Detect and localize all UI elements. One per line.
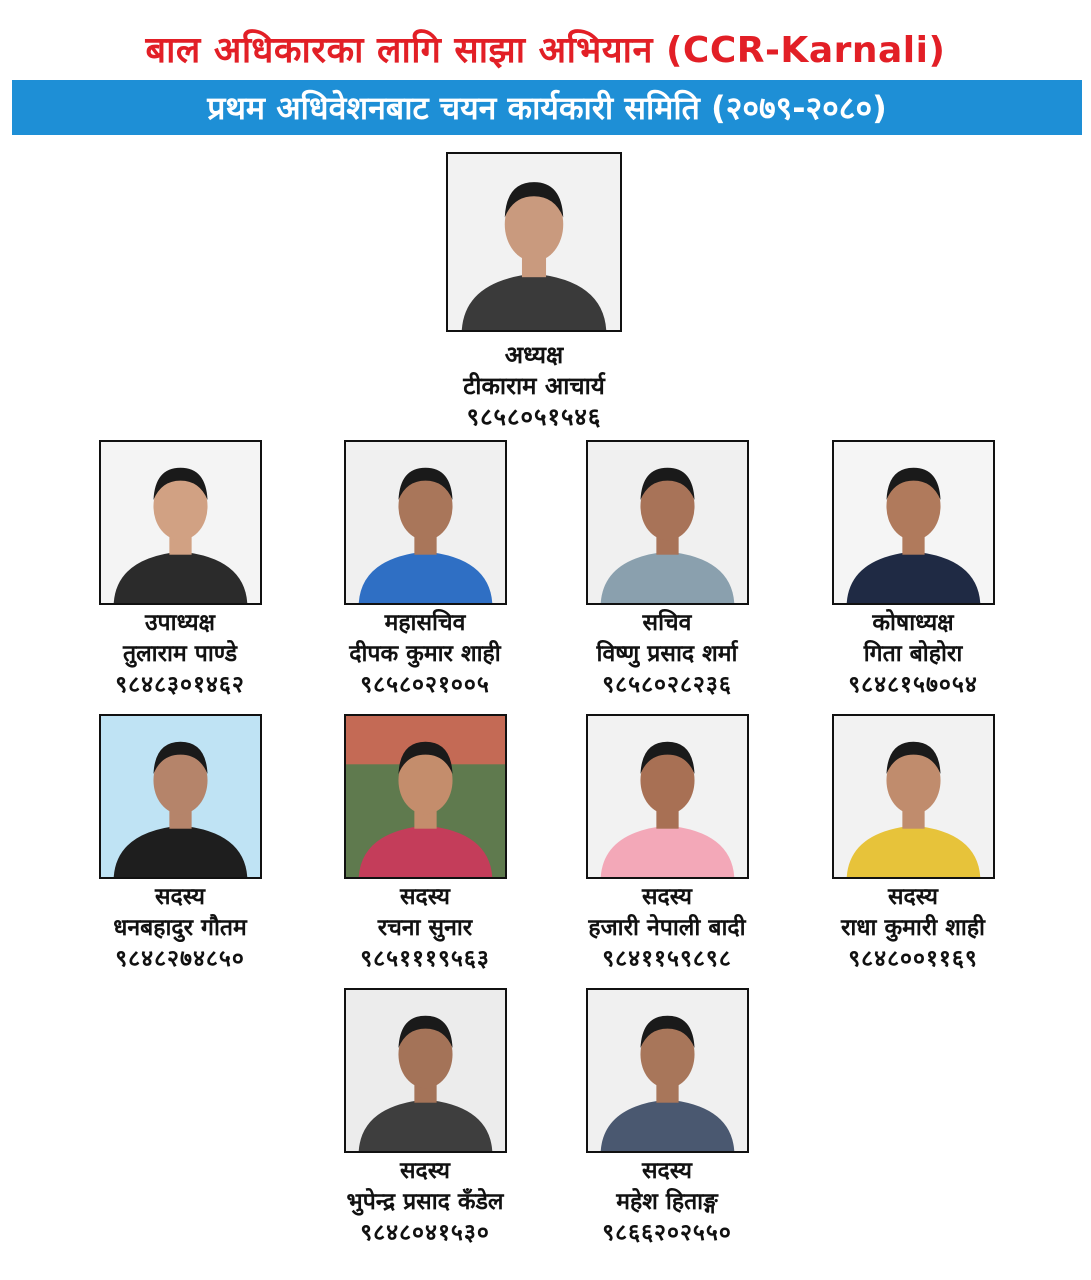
committee-banner — [12, 80, 1082, 135]
member-phone: ९८५८०२१००५ — [360, 672, 490, 698]
portrait-illustration — [834, 716, 993, 877]
member-role: सदस्य — [399, 1158, 451, 1184]
member-photo — [99, 440, 262, 605]
member-photo — [832, 714, 995, 879]
banner-text: प्रथम अधिवेशनबाट चयन कार्यकारी समिति (२०७९-२०८०) — [207, 89, 887, 127]
member-role: कोषाध्यक्ष — [872, 610, 954, 636]
member-photo — [344, 988, 507, 1153]
member-photo — [446, 152, 622, 332]
member-name: तुलाराम पाण्डे — [122, 641, 238, 667]
member-name: हजारी नेपाली बादी — [588, 915, 746, 941]
member-role: महासचिव — [384, 610, 466, 636]
member-name: विष्णु प्रसाद शर्मा — [596, 641, 738, 667]
member-card-president — [409, 152, 659, 433]
member-photo — [344, 714, 507, 879]
member-card-treasurer — [788, 440, 1038, 701]
portrait-illustration — [346, 442, 505, 603]
member-phone: ९८४८२७४८५० — [115, 946, 245, 972]
portrait-illustration — [588, 990, 747, 1151]
portrait-illustration — [346, 716, 505, 877]
member-name: रचना सुनार — [377, 915, 473, 941]
member-card-member — [300, 988, 550, 1249]
member-role: सदस्य — [641, 884, 693, 910]
member-name: दीपक कुमार शाही — [349, 641, 501, 667]
member-photo — [586, 988, 749, 1153]
member-role: सदस्य — [154, 884, 206, 910]
member-photo — [344, 440, 507, 605]
member-phone: ९८५८०२८२३६ — [602, 672, 732, 698]
member-phone: ९८४८००११६९ — [848, 946, 978, 972]
member-role: सदस्य — [641, 1158, 693, 1184]
portrait-illustration — [588, 442, 747, 603]
member-photo — [832, 440, 995, 605]
member-card-vice-president — [55, 440, 305, 701]
member-card-member — [788, 714, 1038, 975]
member-photo — [586, 440, 749, 605]
member-name: राधा कुमारी शाही — [841, 915, 985, 941]
member-photo — [586, 714, 749, 879]
member-phone: ९८४८१५७०५४ — [848, 672, 978, 698]
member-role: सदस्य — [399, 884, 451, 910]
member-card-member — [55, 714, 305, 975]
portrait-illustration — [834, 442, 993, 603]
member-phone: ९८६६२०२५५० — [602, 1220, 732, 1246]
member-name: महेश हिताङ्ग — [616, 1189, 718, 1215]
portrait-illustration — [101, 716, 260, 877]
member-card-member — [542, 714, 792, 975]
member-card-general-secretary — [300, 440, 550, 701]
page-title: बाल अधिकारका लागि साझा अभियान (CCR-Karnali) — [145, 30, 946, 71]
member-card-member — [542, 988, 792, 1249]
member-phone: ९८५८०५१५४६ — [466, 403, 602, 431]
member-phone: ९८४८०४१५३० — [360, 1220, 490, 1246]
member-name: धनबहादुर गौतम — [113, 915, 247, 941]
member-phone: ९८५१११९५६३ — [360, 946, 490, 972]
member-photo — [99, 714, 262, 879]
member-card-secretary — [542, 440, 792, 701]
member-name: भुपेन्द्र प्रसाद कँडेल — [346, 1189, 504, 1215]
member-phone: ९८४११५९८९८ — [602, 946, 732, 972]
member-phone: ९८४८३०१४६२ — [115, 672, 245, 698]
member-card-member — [300, 714, 550, 975]
member-name: टीकाराम आचार्य — [463, 372, 605, 400]
member-role: सचिव — [642, 610, 692, 636]
portrait-illustration — [346, 990, 505, 1151]
member-role: सदस्य — [887, 884, 939, 910]
member-name: गिता बोहोरा — [863, 641, 963, 667]
member-role: अध्यक्ष — [504, 341, 564, 369]
portrait-illustration — [101, 442, 260, 603]
portrait-illustration — [588, 716, 747, 877]
portrait-illustration — [448, 154, 620, 330]
member-role: उपाध्यक्ष — [144, 610, 216, 636]
